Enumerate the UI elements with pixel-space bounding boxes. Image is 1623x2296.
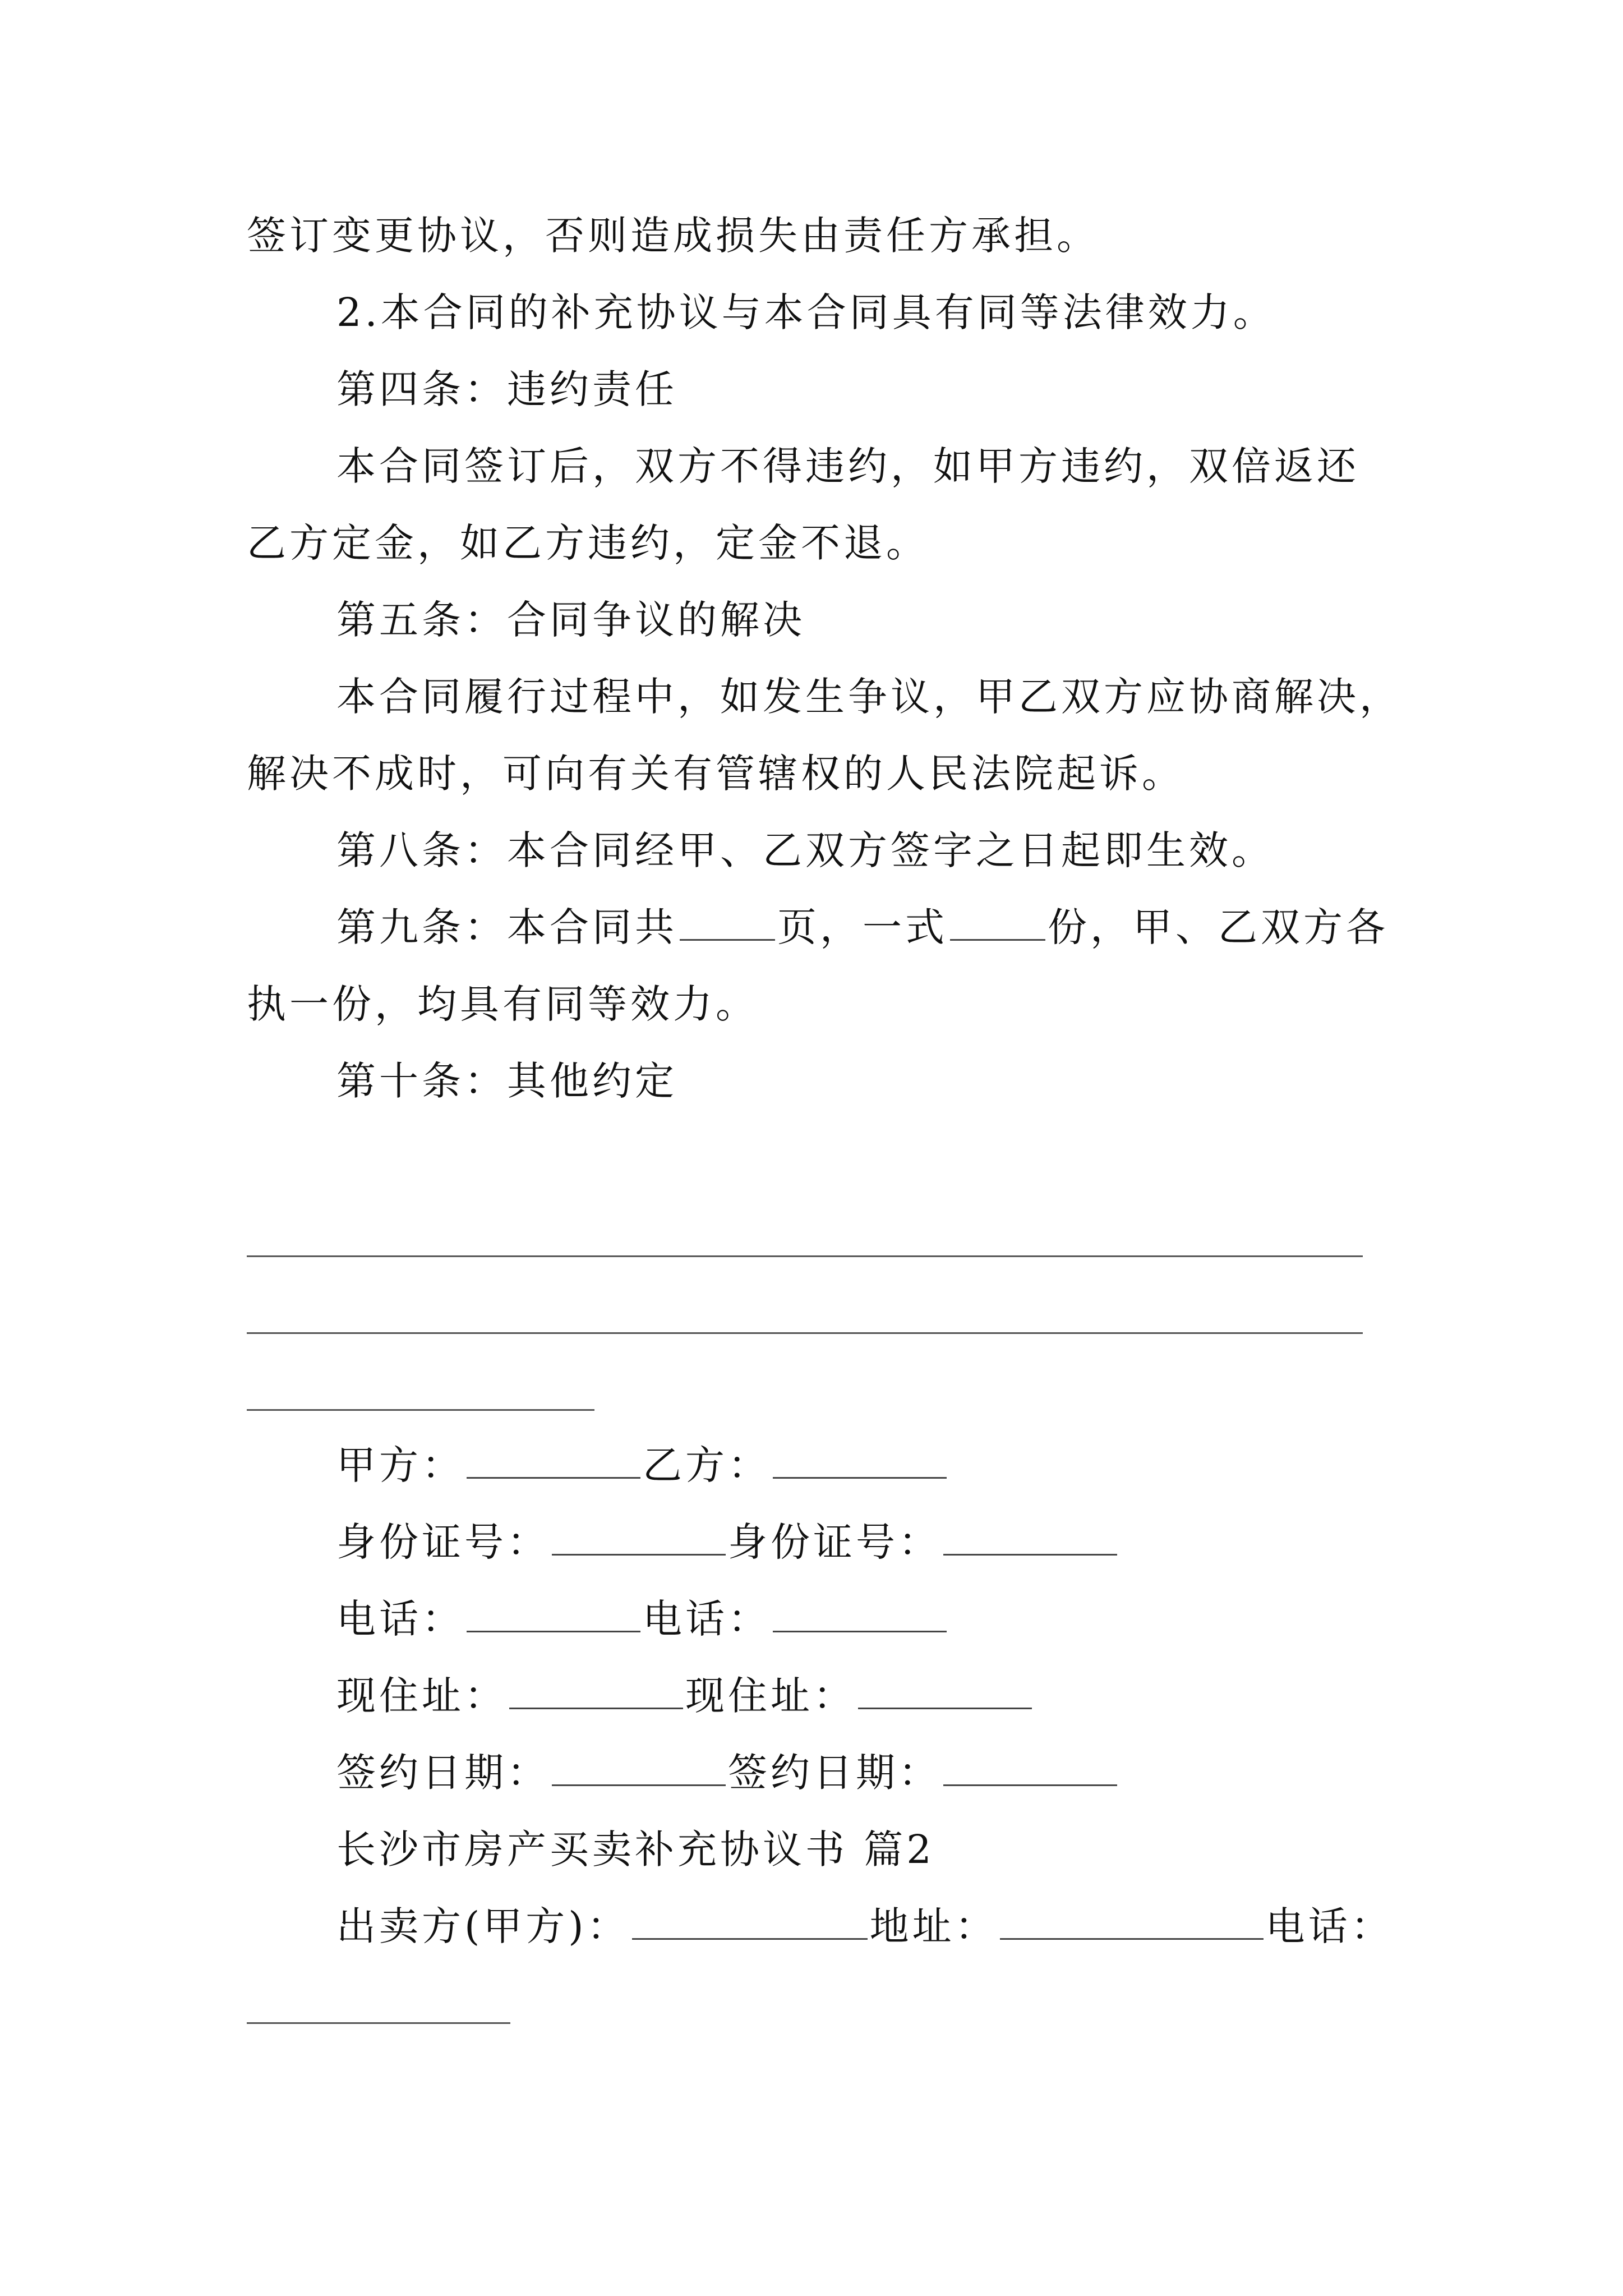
seller-blank	[632, 1902, 868, 1940]
date-b-blank	[943, 1749, 1117, 1786]
article-10-title: 第十条：其他约定	[336, 1058, 677, 1104]
seller-phone-label: 电话：	[1265, 1903, 1394, 1949]
article-8: 第八条：本合同经甲、乙双方签字之日起即生效。	[336, 827, 1274, 873]
date-a-blank	[552, 1749, 726, 1786]
article-5-text-2: 解决不成时，可向有关有管辖权的人民法院起诉。	[247, 751, 1184, 797]
id-a-blank	[552, 1518, 726, 1556]
signature-phone-row	[336, 1591, 1492, 1647]
phone-b-label: 电话：	[643, 1596, 771, 1642]
address-b-label: 现住址：	[685, 1673, 856, 1719]
article-5-text-1: 本合同履行过程中，如发生争议，甲乙双方应协商解决，	[336, 674, 1402, 720]
pages-blank	[680, 903, 775, 941]
seller-row	[336, 1898, 1492, 1954]
blank-line-1	[247, 1255, 1363, 1257]
phone-a-label: 电话：	[336, 1596, 464, 1642]
signature-party-row	[336, 1437, 1492, 1493]
seller-label: 出卖方(甲方)：	[336, 1903, 630, 1949]
party-b-blank	[773, 1441, 947, 1479]
paragraph-tail: 签订变更协议，否则造成损失由责任方承担。	[247, 213, 1099, 259]
article-5-title: 第五条：合同争议的解决	[336, 597, 805, 643]
article-4-text-2: 乙方定金，如乙方违约，定金不退。	[247, 520, 929, 566]
article-9-line-1	[336, 899, 1492, 955]
signature-id-row	[336, 1514, 1492, 1570]
address-b-blank	[858, 1672, 1032, 1709]
party-b-label: 乙方：	[643, 1442, 771, 1488]
clause-2: 2.本合同的补充协议与本合同具有同等法律效力。	[336, 289, 1276, 335]
seller-phone-blank	[247, 2022, 510, 2024]
article-9-part-b: 页，一式	[777, 904, 948, 950]
phone-a-blank	[467, 1595, 640, 1632]
id-b-blank	[943, 1518, 1117, 1556]
date-a-label: 签约日期：	[336, 1750, 550, 1796]
seller-address-label: 地址：	[869, 1903, 998, 1949]
blank-line-3	[247, 1409, 594, 1411]
phone-b-blank	[773, 1595, 947, 1632]
signature-address-row	[336, 1668, 1492, 1724]
party-a-blank	[467, 1441, 640, 1479]
article-4-title: 第四条：违约责任	[336, 366, 677, 412]
id-a-label: 身份证号：	[336, 1519, 550, 1565]
article-9-part-a: 第九条：本合同共	[336, 904, 677, 950]
article-9-part-c: 份，甲、乙双方各	[1048, 904, 1389, 950]
article-4-text-1: 本合同签订后，双方不得违约，如甲方违约，双倍返还	[336, 443, 1359, 489]
id-b-label: 身份证号：	[728, 1519, 941, 1565]
seller-address-blank	[1000, 1902, 1264, 1940]
section-2-heading: 长沙市房产买卖补充协议书 篇2	[336, 1826, 935, 1872]
signature-date-row	[336, 1745, 1492, 1801]
party-a-label: 甲方：	[336, 1442, 464, 1488]
copies-blank	[950, 903, 1045, 941]
blank-line-2	[247, 1332, 1363, 1334]
address-a-label: 现住址：	[336, 1673, 507, 1719]
article-9-line-2: 执一份，均具有同等效力。	[247, 981, 758, 1027]
address-a-blank	[509, 1672, 683, 1709]
date-b-label: 签约日期：	[728, 1750, 941, 1796]
